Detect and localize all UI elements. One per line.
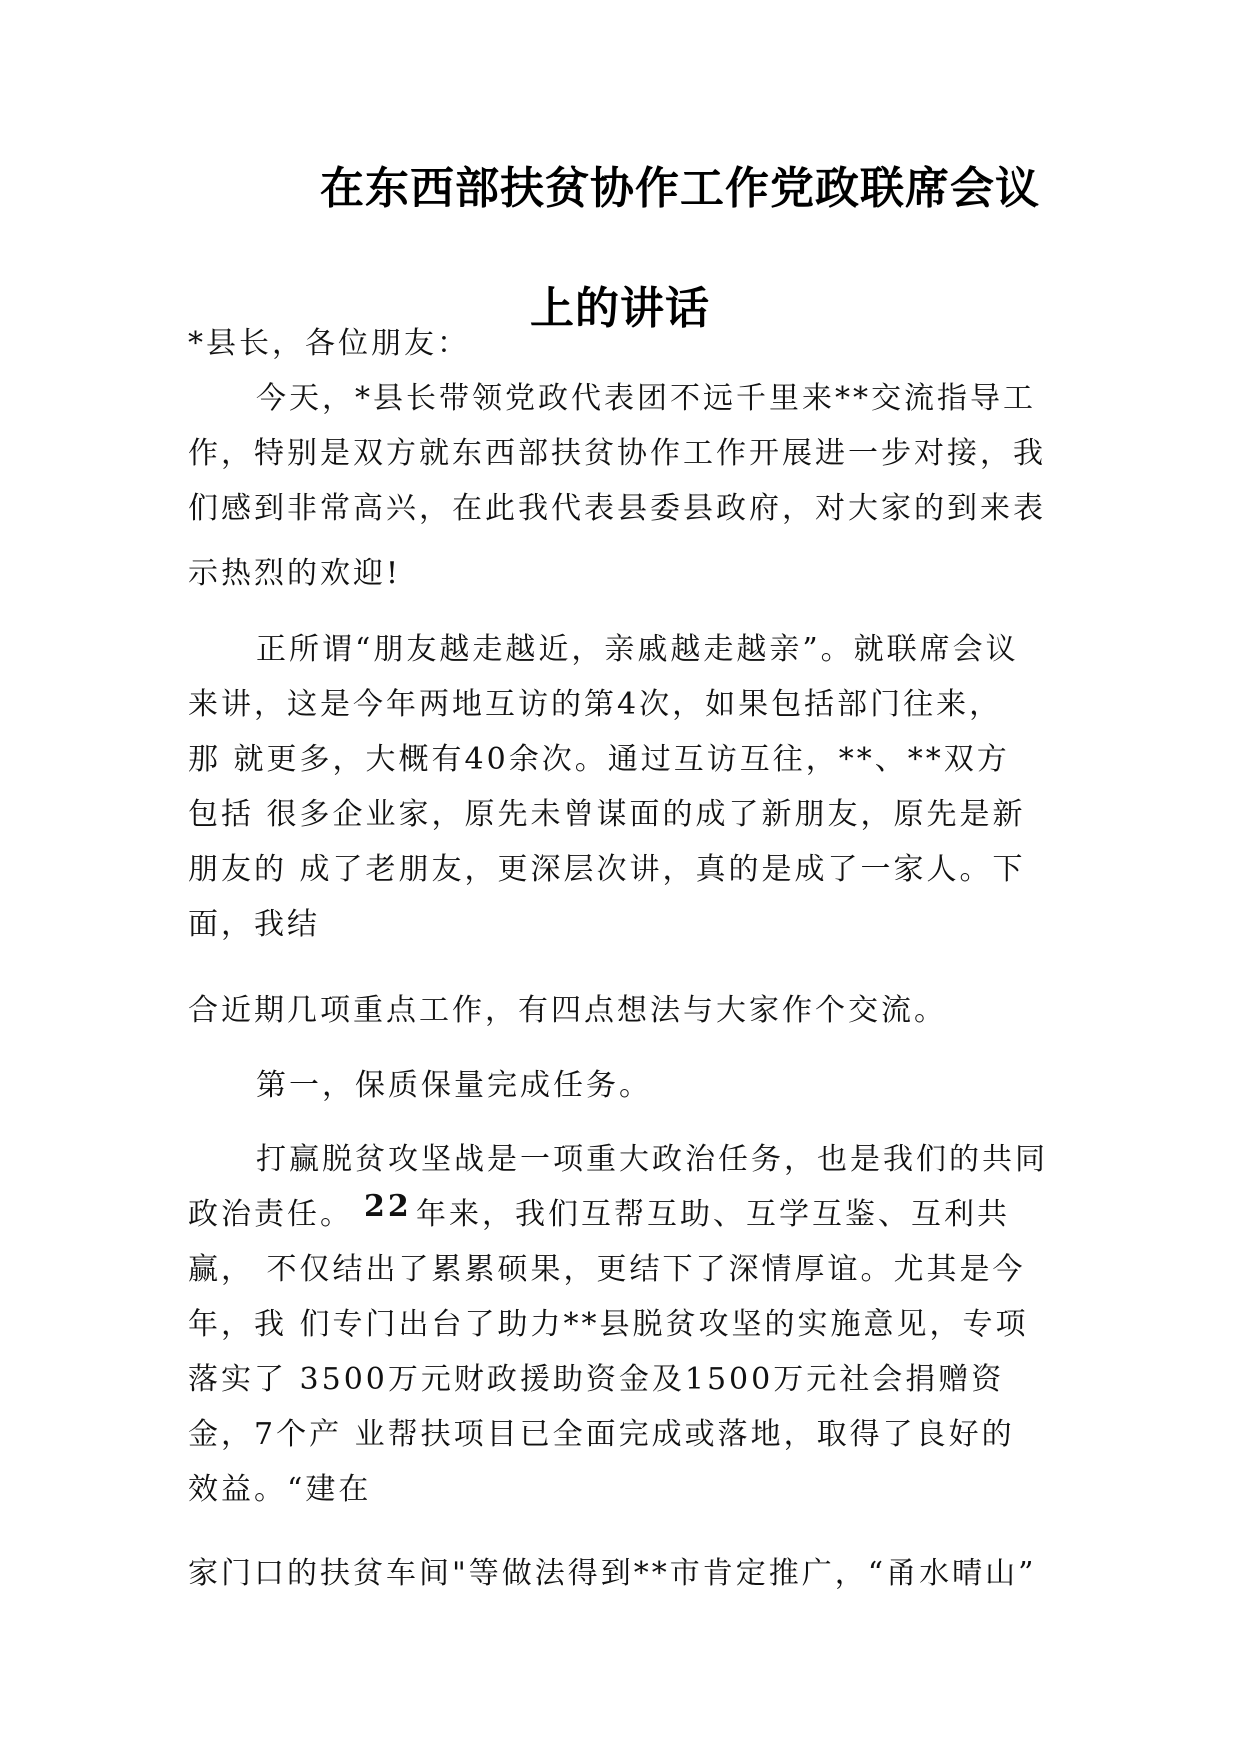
body-line: 示热烈的欢迎! <box>188 556 402 591</box>
body-line: 家门口的扶贫车间"等做法得到**市肯定推广，“甬水晴山” <box>188 1556 1037 1591</box>
document-title-line-2: 上的讲话 <box>530 283 710 334</box>
body-line: 面，我结 <box>188 907 320 942</box>
body-number: 22 <box>364 1189 412 1224</box>
body-line: 打赢脱贫攻坚战是一项重大政治任务，也是我们的共同 <box>256 1142 1048 1177</box>
body-line: 们感到非常高兴，在此我代表县委县政府，对大家的到来表 <box>188 491 1046 526</box>
body-line: 落实了 3500万元财政援助资金及1500万元社会捐赠资 <box>188 1362 1005 1397</box>
body-line: 朋友的 成了老朋友，更深层次讲，真的是成了一家人。下 <box>188 852 1026 887</box>
body-line: 效益。“建在 <box>188 1472 372 1507</box>
body-line: 来讲，这是今年两地互访的第4次，如果包括部门往来， <box>188 687 1003 722</box>
body-line: 金，7个产 业帮扶项目已全面完成或落地，取得了良好的 <box>188 1417 1015 1452</box>
section-heading: 第一，保质保量完成任务。 <box>256 1068 652 1103</box>
body-line: 政治责任。 <box>188 1197 353 1232</box>
body-line: 年来，我们互帮互助、互学互鉴、互利共 <box>416 1197 1010 1232</box>
body-line: 年，我 们专门出台了助力**县脱贫攻坚的实施意见，专项 <box>188 1307 1029 1342</box>
body-line: 赢， 不仅结出了累累硕果，更结下了深情厚谊。尤其是今 <box>188 1252 1026 1287</box>
body-line: 包括 很多企业家，原先未曾谋面的成了新朋友，原先是新 <box>188 797 1026 832</box>
body-line: 正所谓“朋友越走越近，亲戚越走越亲”。就联席会议 <box>256 632 1019 667</box>
body-line: 作，特别是双方就东西部扶贫协作工作开展进一步对接，我 <box>188 436 1046 471</box>
body-line: 合近期几项重点工作，有四点想法与大家作个交流。 <box>188 993 947 1028</box>
body-line: 今天，*县长带领党政代表团不远千里来**交流指导工 <box>256 381 1036 416</box>
salutation: *县长，各位朋友： <box>188 326 470 361</box>
body-line: 那 就更多，大概有40余次。通过互访互往，**、**双方 <box>188 742 1010 777</box>
document-title-line-1: 在东西部扶贫协作工作党政联席会议 <box>320 163 1040 214</box>
